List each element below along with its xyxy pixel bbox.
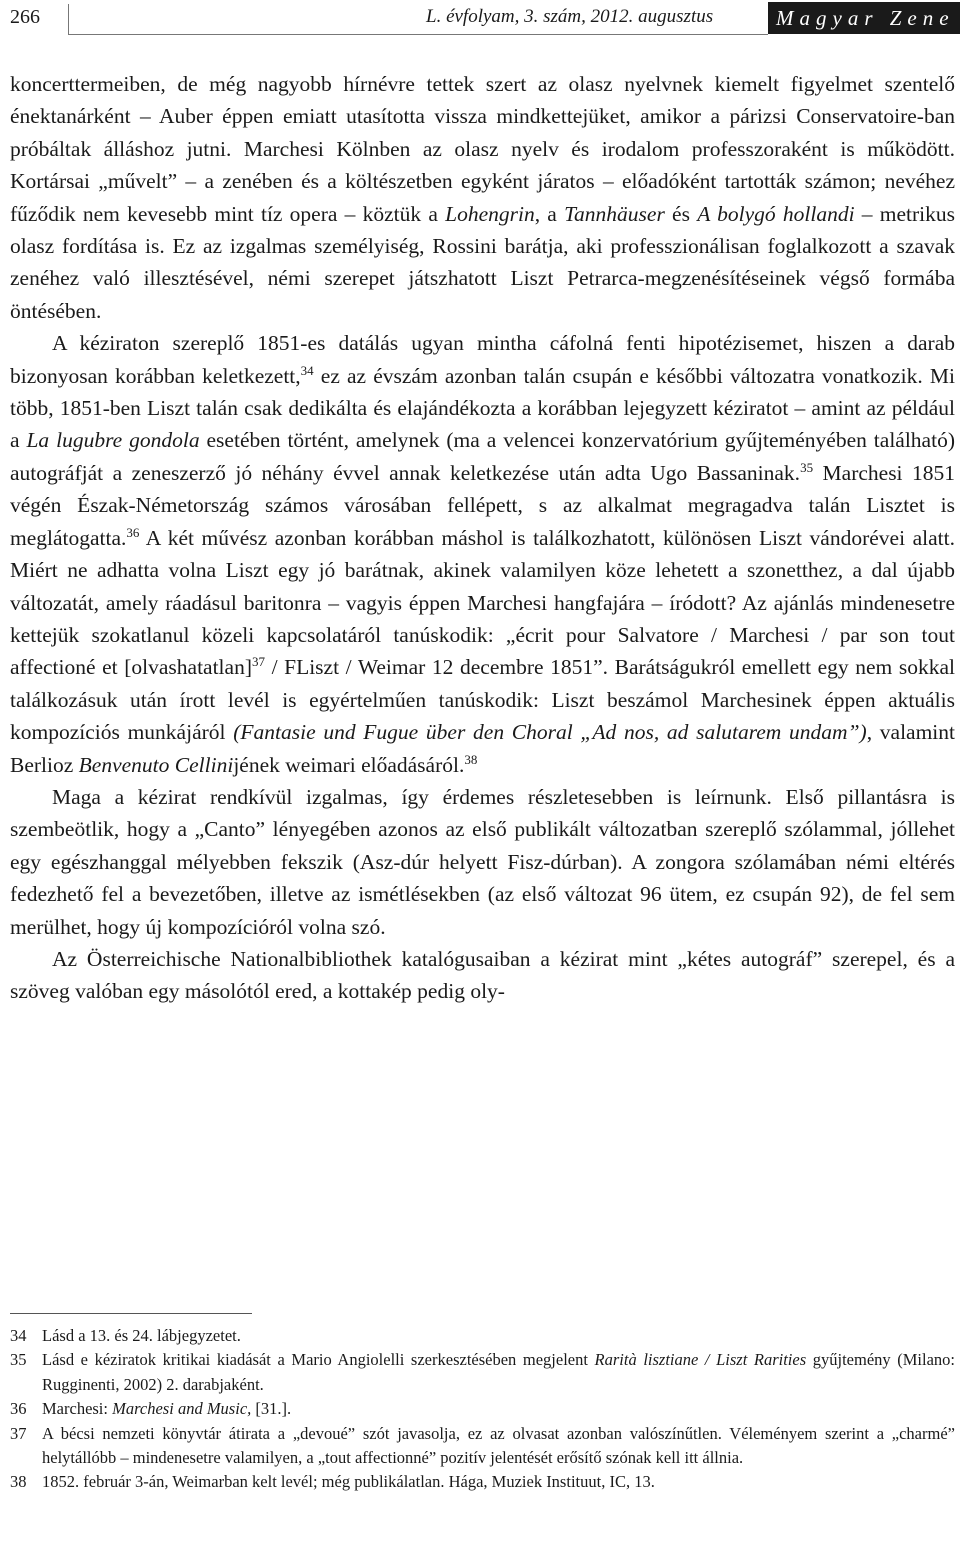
footnote: [10, 1470, 955, 1494]
italic-text: Tannhäuser: [564, 201, 665, 226]
header-divider-vertical: [68, 4, 69, 34]
text-run: jének weimari előadásáról.: [233, 752, 465, 777]
footnote-reference: 38: [464, 751, 478, 767]
text-run: , valamint Berlioz: [10, 720, 955, 777]
footnote-reference: 37: [251, 654, 265, 670]
italic-text: Marchesi and Music,: [112, 1399, 252, 1419]
footnote-text: [42, 1470, 955, 1494]
text-run: / FLiszt / Weimar 12 decembre 1851”. Barátságukról emellett egy nem sokkal találkozásuk után írott levél is egyértelműen tanúskodik: Liszt beszámol Marchesinek éppen aktuális kompozíciós munkájáról: [10, 655, 955, 745]
italic-text: (Fantasie und Fugue über den Choral „Ad nos, ad salutarem undam”): [233, 720, 867, 745]
issue-info: L. évfolyam, 3. szám, 2012. augusztus: [426, 6, 714, 27]
italic-text: Rarità lisztiane / Liszt Rarities: [594, 1350, 807, 1370]
header-divider-horizontal: [68, 34, 768, 35]
footnote-text: [42, 1397, 955, 1421]
paragraph: [10, 68, 955, 327]
text-run: [31.].: [251, 1399, 292, 1419]
footnote-text: [42, 1324, 955, 1348]
footnote-divider: [10, 1313, 252, 1314]
footnote-reference: 35: [800, 459, 814, 475]
text-run: A kéziraton szereplő 1851-es datálás ugyan mintha cáfolná fenti hipotézisemet, hiszen a darab bizonyosan korábban keletkezett,: [10, 331, 955, 388]
footnote: [10, 1348, 955, 1397]
text-run: Marchesi 1851 végén Észak-Németország számos városában fellépett, s az alkalmat megragadva talán Lisztet is meglátogatta.: [10, 460, 956, 550]
text-run: Maga a kézirat rendkívül izgalmas, így érdemes részletesebben is leírnunk. Első pillantásra is szembeötlik, hogy a „Canto” lényegében azonos az első publikált változatban szereplő szólammal, jóllehet egy egészhanggal mélyebben fekszik (Asz-dúr helyett Fisz-dúrban). A zongora szólamában némi eltérés fedezhető fel a bevezetőben, illetve az ismétlésekben (az első változat 96 ütem, ez csupán 92), de fel sem merülhet, hogy új kompozícióról volna szó.: [10, 784, 955, 939]
text-run: esetében történt, amelynek (ma a velencei konzervatórium gyűjteményében található) autográfját a zeneszerző jó néhány évvel annak keletkezése után adta Ugo Bassaninak.: [10, 428, 955, 485]
text-run: Lásd a 13. és 24. lábjegyzetet.: [42, 1326, 241, 1345]
text-run: Az Österreichische Nationalbibliothek katalógusaiban a kézirat mint „kétes autográf” szerepel, és a szöveg valóban egy másolótól ered, a kottakép pedig oly-: [10, 946, 955, 1004]
footnote: [10, 1324, 955, 1348]
italic-text: Lohengrin: [445, 201, 535, 226]
italic-text: La lugubre gondola: [26, 428, 200, 453]
italic-text: Benvenuto Cellini: [78, 752, 234, 777]
journal-title: Magyar Zene: [768, 2, 960, 34]
page-number: 266: [10, 6, 40, 28]
text-run: Lásd e kéziratok kritikai kiadását a Mario Angiolelli szerkesztésében megjelent: [42, 1350, 595, 1370]
main-text: [10, 68, 955, 1008]
footnote-number: 36: [10, 1399, 27, 1419]
footnote-text: [42, 1348, 955, 1397]
footnote: [10, 1397, 955, 1421]
text-run: A bécsi nemzeti könyvtár átirata a „devoué” szót javasolja, ez az olvasat azonban valószínűtlen. Véleményem szerint a „charmé” helytállóbb – mindenesetre valamilyen, a „tout affectionné” pozitív jelentését erősítő szónak kell itt állnia.: [42, 1423, 955, 1468]
text-run: ez az évszám azonban talán csupán e későbbi változatra vonatkozik. Mi több, 1851-ben Liszt talán csak dedikálta és elajándékozta a korábban lejegyzett kéziratot – amint az például a: [10, 363, 955, 453]
paragraph: [10, 781, 955, 943]
text-run: – metrikus olasz fordítása is. Ez az izgalmas személyiség, Rossini barátja, aki professzionálisan foglalkozott a szavak zenéhez való illesztésével, némi szerepet játszhatott Liszt Petrarca-megzenésítéseinek végső formába öntésében.: [10, 201, 956, 323]
text-run: koncerttermeiben, de még nagyobb hírnévre tettek szert az olasz nyelvnek kiemelt figyelmet szentelő énektanárként – Auber éppen emiatt utasította vissza mindkettejüket, amikor a párizsi Conservatoire-ban próbáltak álláshoz jutni. Marchesi Kölnben az olasz nyelv és irodalom professzoraként is működött. Kortársai „művelt” – a zenében és a költészetben egyként járatos – előadóként tartották számon; nevéhez fűződik nem kevesebb mint tíz opera – köztük a: [10, 72, 955, 226]
paragraph: [10, 327, 955, 781]
italic-text: A bolygó hollandi: [697, 201, 855, 226]
footnote-number: 37: [10, 1423, 27, 1443]
text-run: A két művész azonban korábban máshol is találkozhatott, különösen Liszt vándorévei alatt. Miért ne adhatta volna Liszt egy jó barátnak, akinek valamilyen köze lehetett a szonetthez, a dal újabb változatát, amely ráadásul baritonra – vagyis éppen Marchesi hangfajára – íródott? Az ajánlás mindenesetre kettejük szokatlanul közeli kapcsolatáról tanúskodik: „écrit pour Salvatore / Marchesi / par son tout affectioné et [olvashatatlan]: [10, 525, 955, 680]
text-run: gyűjtemény (Milano: Rugginenti, 2002) 2. darabjaként.: [42, 1350, 955, 1394]
footnote-number: 35: [10, 1350, 27, 1370]
page-header: [0, 0, 960, 40]
footnote: [10, 1422, 955, 1471]
text-run: és: [664, 201, 698, 226]
footnote-reference: 36: [126, 524, 140, 540]
footnote-number: 34: [10, 1326, 27, 1345]
text-run: 1852. február 3-án, Weimarban kelt levél; még publikálatlan. Hága, Muziek Instituut, IC, 13.: [42, 1472, 655, 1492]
text-run: Marchesi:: [42, 1399, 113, 1419]
footnotes: [10, 1324, 955, 1495]
text-run: , a: [534, 201, 565, 226]
footnote-reference: 34: [300, 362, 314, 378]
footnote-text: [42, 1422, 955, 1471]
footnote-number: 38: [10, 1472, 27, 1492]
paragraph: [10, 943, 955, 1008]
